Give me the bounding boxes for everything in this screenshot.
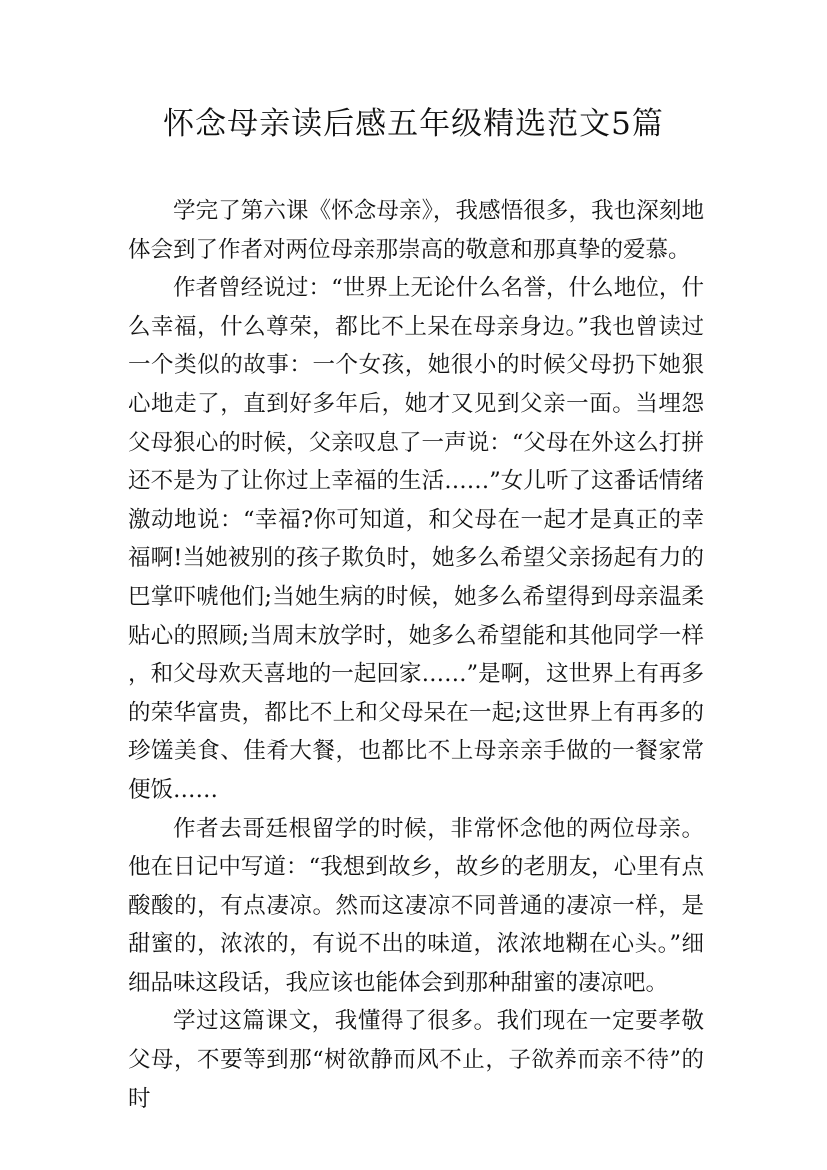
document-body (128, 192, 704, 1118)
paragraph-3: 作者去哥廷根留学的时候，非常怀念他的两位母亲。他在日记中写道：“我想到故乡，故乡的老朋友，心里有点酸酸的，有点凄凉。然而这凄凉不同普通的凄凉一样，是甜蜜的，浓浓的，有说不出的味道，浓浓地糊在心头。”细细品味这段话，我应该也能体会到那种甜蜜的凄凉吧。 (128, 815, 704, 996)
document-title: 怀念母亲读后感五年级精选范文5篇 (163, 106, 664, 142)
paragraph-4: 学过这篇课文，我懂得了很多。我们现在一定要孝敬父母，不要等到那“树欲静而风不止，子欲养而亲不待”的时 (128, 1008, 704, 1112)
paragraph-2: 作者曾经说过：“世界上无论什么名誉，什么地位，什么幸福，什么尊荣，都比不上呆在母亲身边。”我也曾读过一个类似的故事：一个女孩，她很小的时候父母扔下她狠心地走了，直到好多年后，她才又见到父亲一面。当埋怨父母狠心的时候，父亲叹息了一声说：“父母在外这么打拼还不是为了让你过上幸福的生活……”女儿听了这番话情绪激动地说：“幸福?你可知道，和父母在一起才是真正的幸福啊!当她被别的孩子欺负时，她多么希望父亲扬起有力的巴掌吓唬他们;当她生病的时候，她多么希望得到母亲温柔贴心的照顾;当周末放学时，她多么希望能和其他同学一样，和父母欢天喜地的一起回家……”是啊，这世界上有再多的荣华富贵，都比不上和父母呆在一起;这世界上有再多的珍馐美食、佳肴大餐，也都比不上母亲亲手做的一餐家常便饭…… (128, 275, 704, 803)
paragraph-1: 学完了第六课《怀念母亲》，我感悟很多，我也深刻地体会到了作者对两位母亲那崇高的敬意和那真挚的爱慕。 (128, 198, 704, 263)
